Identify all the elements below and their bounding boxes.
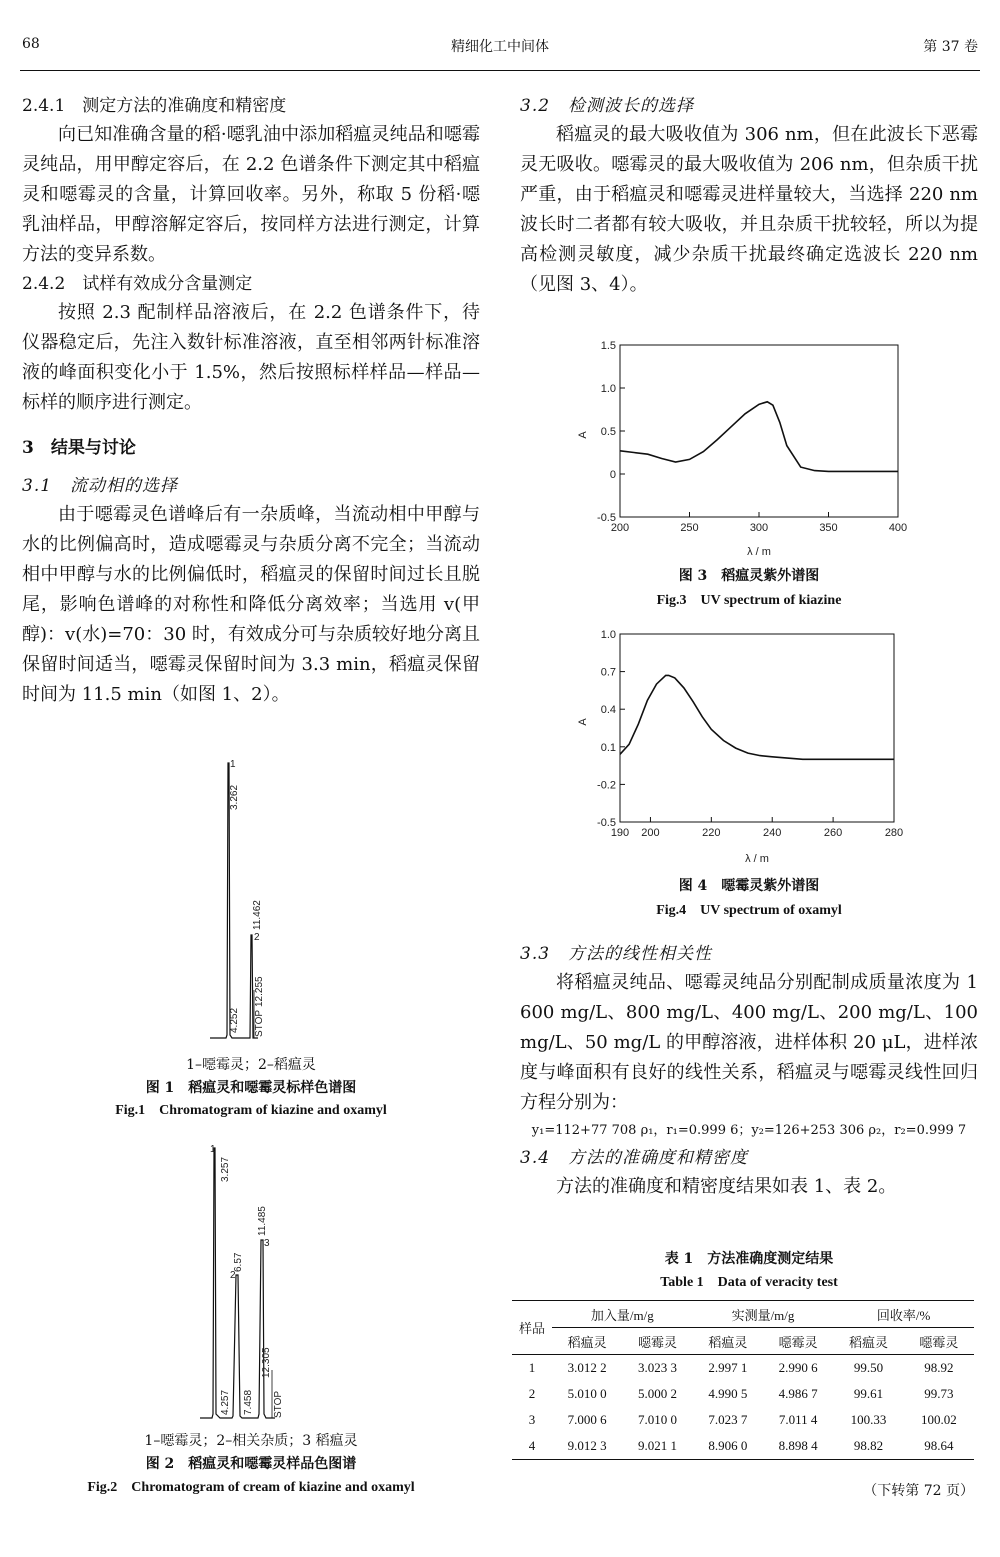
- table-header-recovery: 回收率/%: [833, 1301, 974, 1328]
- section-3-3-title: 3.3 方法的线性相关性: [520, 944, 713, 964]
- fig2-peak-1-label: 1: [210, 1144, 216, 1155]
- figure-4-caption-cn: 图 4 噁霉灵紫外谱图: [678, 878, 820, 894]
- table-header-sample: 样品: [512, 1301, 552, 1355]
- fig1-peak-2-label: 2: [254, 932, 260, 943]
- fig3-series-line: [620, 402, 898, 472]
- table-cell: 99.73: [924, 1386, 954, 1401]
- table-cell: 9.021 1: [622, 1433, 692, 1460]
- table-row: [512, 1355, 974, 1382]
- table-cell: 99.61: [853, 1386, 884, 1401]
- table-cell: 2: [528, 1386, 536, 1401]
- fig3-ytick-label: -0.5: [597, 512, 616, 524]
- table-cell: 3.012 2: [567, 1360, 607, 1375]
- fig4-ytick-label: -0.2: [597, 779, 616, 792]
- fig1-base-label-3: 12.255: [254, 976, 265, 1007]
- header-rule: [20, 70, 980, 71]
- fig1-peak-2-time: 11.462: [252, 900, 263, 930]
- fig4-ytick-label: -0.5: [597, 817, 616, 829]
- table-cell: 7.023 7: [708, 1412, 748, 1427]
- left-column: [22, 92, 480, 710]
- table-cell: 8.906 0: [693, 1433, 763, 1460]
- section-3-title: 3 结果与讨论: [22, 438, 136, 458]
- figure-4-caption-en: Fig.4 UV spectrum of oxamyl: [656, 903, 842, 918]
- table-header-added: 加入量/m/g: [552, 1301, 693, 1328]
- table-cell: 98.82: [833, 1433, 903, 1460]
- figure-2-chromatogram: [150, 1140, 370, 1425]
- table-subheader: 噁霉灵: [763, 1328, 833, 1355]
- table-cell: 5.010 0: [567, 1386, 607, 1401]
- fig3-xtick-label: 250: [680, 522, 699, 534]
- figure-3-uv-spectrum: [560, 335, 920, 565]
- table-subheader: 稻瘟灵: [693, 1328, 763, 1355]
- table-1-title-en: Table 1 Data of veracity test: [660, 1275, 838, 1290]
- section-2-4-2-text: 按照 2.3 配制样品溶液后，在 2.2 色谱条件下，待仪器稳定后，先注入数针标准溶液，直至相邻两针标准溶液的峰面积变化小于 1.5%，然后按照标样样品—样品—标样的顺序进行测定。: [22, 302, 480, 413]
- fig2-peak-3-label: 3: [264, 1238, 270, 1249]
- fig4-xtick-label: 240: [763, 827, 782, 839]
- fig2-peak-2-label: 2: [230, 1270, 236, 1281]
- figure-1-caption-en: Fig.1 Chromatogram of kiazine and oxamyl: [115, 1103, 387, 1118]
- section-2-4-1-title: 2.4.1 测定方法的准确度和精密度: [22, 96, 287, 116]
- figure-2-legend: 1–噁霉灵；2–相关杂质；3 稻瘟灵: [144, 1433, 358, 1449]
- figure-2-caption-cn: 图 2 稻瘟灵和噁霉灵样品色图谱: [145, 1456, 357, 1472]
- table-cell: 99.50: [853, 1360, 884, 1375]
- section-2-4-1-text: 向已知准确含量的稻·噁乳油中添加稻瘟灵纯品和噁霉灵纯品，用甲醇定容后，在 2.2 色谱条件下测定其中稻瘟灵和噁霉灵的含量，计算回收率。另外，称取 5 份稻·噁乳油样品，甲醇溶解定容后，按同样方法进行测定，计算方法的变异系数。: [22, 124, 480, 265]
- table-subheader: 噁霉灵: [622, 1328, 692, 1355]
- fig2-peak-3-time: 11.485: [257, 1206, 268, 1236]
- fig1-peak-1-label: 1: [230, 759, 236, 770]
- table-cell: 2.990 6: [778, 1360, 818, 1375]
- table-cell: 7.010 0: [637, 1412, 677, 1427]
- table-cell: 1: [528, 1360, 536, 1375]
- table-row: [512, 1381, 974, 1407]
- fig2-peak-1-time: 3.257: [220, 1156, 231, 1182]
- table-cell: 5.000 2: [637, 1386, 677, 1401]
- fig4-xtick-label: 260: [823, 827, 843, 839]
- fig2-base-label-4: STOP: [273, 1390, 284, 1418]
- table-cell: 9.012 3: [552, 1433, 622, 1460]
- fig4-ytick-label: 1.0: [600, 629, 616, 641]
- section-2-4-2-title: 2.4.2 试样有效成分含量测定: [22, 274, 253, 294]
- table-row: [512, 1407, 974, 1433]
- table-cell: 98.92: [924, 1360, 954, 1375]
- figure-3-caption-cn: 图 3 稻瘟灵紫外谱图: [678, 568, 820, 584]
- fig3-ylabel: A: [577, 431, 589, 439]
- figure-3-caption-en: Fig.3 UV spectrum of kiazine: [656, 593, 842, 608]
- table-cell: 7.011 4: [778, 1412, 818, 1427]
- section-3-2-text: 稻瘟灵的最大吸收值为 306 nm，但在此波长下恶霉灵无吸收。噁霉灵的最大吸收值为 206 nm，但杂质干扰严重，由于稻瘟灵和噁霉灵进样量较大，当选择 220 nm 波长时二者都有较大吸收，并且杂质干扰较轻，所以为提高检测灵敏度，减少杂质干扰最终确定选波长 220 nm（见图 3、4）。: [520, 124, 978, 295]
- table-cell: 100.02: [920, 1412, 957, 1427]
- table-header-measured: 实测量/m/g: [693, 1301, 834, 1328]
- fig4-ytick-label: 0.4: [600, 704, 616, 717]
- fig4-plot-frame: [620, 634, 894, 822]
- page-number: 68: [22, 36, 40, 52]
- table-cell: 3: [528, 1412, 536, 1427]
- fig3-xtick-label: 200: [610, 522, 630, 534]
- fig4-ytick-label: 0.7: [600, 666, 616, 679]
- table-row: [512, 1433, 974, 1460]
- fig3-xtick-label: 400: [888, 522, 908, 534]
- fig4-xtick-label: 280: [884, 827, 904, 839]
- section-3-3-text: 将稻瘟灵纯品、噁霉灵纯品分别配制成质量浓度为 1 600 mg/L、800 mg/L、400 mg/L、200 mg/L、100 mg/L、50 mg/L 的甲醇溶液，进样体积 20 μL，进样浓度与峰面积有良好的线性关系，稻瘟灵与噁霉灵线性回归方程分别为：: [520, 972, 978, 1113]
- fig4-xtick-label: 190: [610, 827, 630, 839]
- section-3-1-text: 由于噁霉灵色谱峰后有一杂质峰，当流动相中甲醇与水的比例偏高时，造成噁霉灵与杂质分离不完全；当流动相中甲醇与水的比例偏低时，稻瘟灵的保留时间过长且脱尾，影响色谱峰的对称性和降低分离效率；当选用 v(甲醇)：v(水)=70：30 时，有效成分可与杂质较好地分离且保留时间适当，噁霉灵保留时间为 3.3 min，稻瘟灵保留时间为 11.5 min（如图 1、2）。: [22, 504, 480, 705]
- figure-4-uv-spectrum: [560, 622, 920, 872]
- journal-title: 精细化工中间体: [451, 39, 549, 55]
- table-cell: 3.023 3: [637, 1360, 677, 1375]
- fig3-xlabel: λ / m: [747, 546, 771, 558]
- fig1-base-label-2: STOP: [254, 1009, 265, 1037]
- fig4-ytick-label: 0.1: [600, 741, 616, 754]
- fig4-series-line: [620, 675, 894, 759]
- table-subheader: 稻瘟灵: [552, 1328, 622, 1355]
- table-cell: 100.33: [850, 1412, 887, 1427]
- table-1-title-cn: 表 1 方法准确度测定结果: [664, 1251, 834, 1267]
- fig3-ytick-label: 1.0: [600, 383, 616, 395]
- figure-1-chromatogram: [150, 755, 370, 1045]
- fig3-ytick-label: 0.5: [600, 426, 616, 438]
- fig3-xtick-label: 300: [749, 522, 769, 534]
- table-cell: 4.986 7: [778, 1386, 818, 1401]
- section-3-4-text: 方法的准确度和精密度结果如表 1、表 2。: [556, 1176, 897, 1197]
- fig1-base-label-1: 4.252: [229, 1007, 240, 1033]
- fig4-xtick-label: 200: [641, 827, 660, 839]
- fig2-base-label-1: 4.257: [220, 1389, 231, 1415]
- figure-2-caption-en: Fig.2 Chromatogram of cream of kiazine and oxamyl: [87, 1480, 415, 1495]
- right-column-bottom: [520, 940, 978, 1202]
- table-subheader: 稻瘟灵: [833, 1328, 903, 1355]
- table-cell: 7.000 6: [567, 1412, 607, 1427]
- figure-1-caption-cn: 图 1 稻瘟灵和噁霉灵标样色谱图: [145, 1080, 357, 1096]
- fig3-ytick-label: 0: [609, 469, 616, 481]
- regression-equation: y₁=112+77 708 ρ₁，r₁=0.999 6；y₂=126+253 306 ρ₂，r₂=0.999 7: [531, 1123, 967, 1138]
- section-3-4-title: 3.4 方法的准确度和精密度: [520, 1148, 749, 1168]
- table-1: [512, 1300, 974, 1460]
- fig2-base-label-3: 12.305: [261, 1347, 272, 1378]
- section-3-1-title: 3.1 流动相的选择: [22, 476, 179, 496]
- table-cell: 98.64: [904, 1433, 974, 1460]
- table-cell: 2.997 1: [708, 1360, 748, 1375]
- fig2-base-label-2: 7.458: [243, 1389, 254, 1415]
- fig4-xlabel: λ / m: [745, 853, 769, 865]
- figure-1-legend: 1–噁霉灵；2–稻瘟灵: [186, 1057, 316, 1073]
- fig1-peak-1-time: 3.262: [229, 784, 240, 810]
- right-column-top: [520, 92, 978, 300]
- table-cell: 4.990 5: [708, 1386, 748, 1401]
- fig4-ylabel: A: [577, 718, 589, 726]
- fig3-xtick-label: 350: [819, 522, 838, 534]
- fig3-ytick-label: 1.5: [600, 340, 616, 352]
- fig3-plot-frame: [620, 345, 898, 517]
- table-subheader: 噁霉灵: [904, 1328, 974, 1355]
- continued-note: （下转第 72 页）: [863, 1483, 974, 1499]
- section-3-2-title: 3.2 检测波长的选择: [520, 96, 695, 116]
- volume-label: 第 37 卷: [923, 39, 978, 55]
- table-cell: 4: [512, 1433, 552, 1460]
- fig4-xtick-label: 220: [702, 827, 721, 839]
- fig2-peak-2-time: 6.57: [233, 1252, 244, 1272]
- table-cell: 8.898 4: [763, 1433, 833, 1460]
